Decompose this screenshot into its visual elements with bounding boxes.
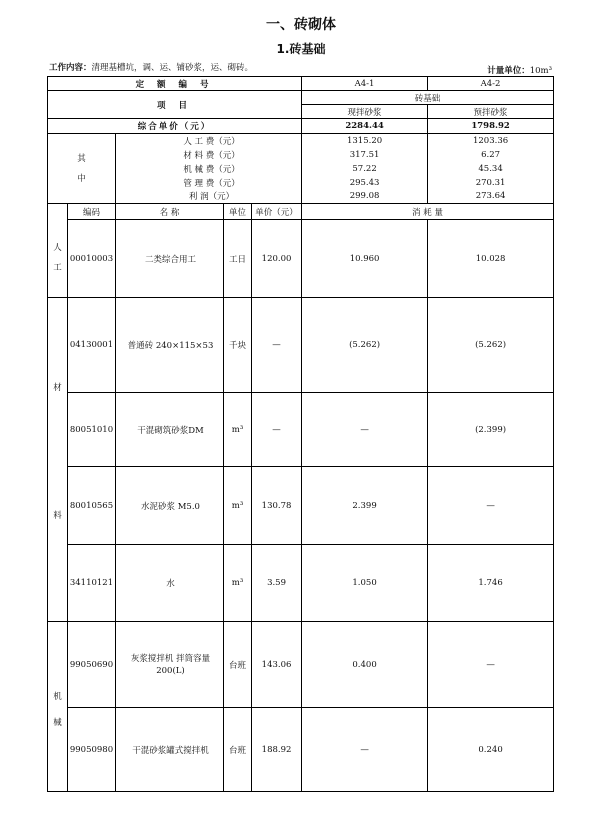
row-unit: m³ — [224, 467, 252, 545]
table-row — [48, 220, 554, 298]
row-name: 水 — [116, 545, 224, 622]
code-label: 定 额 编 号 — [48, 77, 302, 91]
row-name: 干混砌筑砂浆DM — [116, 393, 224, 467]
column-price: 单价（元） — [252, 204, 302, 220]
row-price: 130.78 — [252, 467, 302, 545]
row-qty-b: 1.746 — [428, 545, 554, 622]
row-code: 80051010 — [68, 393, 116, 467]
fee-machine-b: 45.34 — [428, 162, 554, 176]
code-a4-2: A4-2 — [428, 77, 554, 91]
row-qty-b: (5.262) — [428, 298, 554, 393]
work-content — [49, 61, 253, 73]
quota-table — [47, 76, 554, 792]
measure-unit — [487, 64, 552, 76]
fee-management-b: 270.31 — [428, 176, 554, 190]
row-name: 灰浆搅拌机 拌筒容量200(L) — [116, 622, 224, 708]
row-price: 120.00 — [252, 220, 302, 298]
column-unit: 单位 — [224, 204, 252, 220]
column-code: 编码 — [68, 204, 116, 220]
section-machine-char1: 机 — [48, 622, 68, 708]
row-unit: 工日 — [224, 220, 252, 298]
row-code: 34110121 — [68, 545, 116, 622]
breakdown-row — [48, 148, 554, 162]
variant-a: 现拌砂浆 — [302, 105, 428, 119]
fee-material-a: 317.51 — [302, 148, 428, 162]
item-label: 项 目 — [48, 91, 302, 119]
table-row — [48, 708, 554, 792]
section-machine-char2: 械 — [48, 708, 68, 792]
row-code: 00010003 — [68, 220, 116, 298]
section-material-char2: 料 — [48, 467, 68, 545]
section-material-spacer — [48, 393, 68, 467]
row-code: 99050690 — [68, 622, 116, 708]
section-material-end — [48, 545, 68, 622]
row-name: 二类综合用工 — [116, 220, 224, 298]
section-labor: 人 工 — [48, 220, 68, 298]
price-a: 2284.44 — [302, 119, 428, 134]
fee-label-material: 材 料 费（元） — [116, 148, 302, 162]
row-qty-a: 2.399 — [302, 467, 428, 545]
section-subtitle: 1.砖基础 — [276, 42, 326, 56]
column-consumption: 消 耗 量 — [302, 204, 554, 220]
fee-labor-b: 1203.36 — [428, 134, 554, 148]
row-qty-a: (5.262) — [302, 298, 428, 393]
row-qty-a: — — [302, 393, 428, 467]
table-row — [48, 545, 554, 622]
row-unit: m³ — [224, 545, 252, 622]
row-qty-a: 1.050 — [302, 545, 428, 622]
row-qty-a: 0.400 — [302, 622, 428, 708]
row-qty-b: 0.240 — [428, 708, 554, 792]
row-qty-a: — — [302, 708, 428, 792]
fee-label-labor: 人 工 费（元） — [116, 134, 302, 148]
price-label: 综合单价（元） — [48, 119, 302, 134]
table-row — [48, 467, 554, 545]
variant-b: 预拌砂浆 — [428, 105, 554, 119]
measure-unit-label: 计量单位： — [487, 66, 530, 76]
fee-labor-a: 1315.20 — [302, 134, 428, 148]
row-price: 188.92 — [252, 708, 302, 792]
row-price: 143.06 — [252, 622, 302, 708]
row-unit: m³ — [224, 393, 252, 467]
row-qty-b: (2.399) — [428, 393, 554, 467]
section-material-char1: 材 — [48, 298, 68, 393]
code-a4-1: A4-1 — [302, 77, 428, 91]
fee-management-a: 295.43 — [302, 176, 428, 190]
work-content-label: 工作内容： — [49, 63, 92, 73]
column-header-row — [48, 204, 554, 220]
fee-profit-a: 299.08 — [302, 190, 428, 204]
fee-machine-a: 57.22 — [302, 162, 428, 176]
row-qty-b: 10.028 — [428, 220, 554, 298]
row-unit: 台班 — [224, 708, 252, 792]
row-code: 99050980 — [68, 708, 116, 792]
row-price: 3.59 — [252, 545, 302, 622]
measure-unit-value: 10m³ — [529, 66, 552, 76]
breakdown-row — [48, 162, 554, 176]
row-qty-b: — — [428, 622, 554, 708]
fee-label-management: 管 理 费（元） — [116, 176, 302, 190]
row-price: — — [252, 393, 302, 467]
breakdown-row — [48, 176, 554, 190]
row-name: 干混砂浆罐式搅拌机 — [116, 708, 224, 792]
table-row — [48, 298, 554, 393]
fee-label-machine: 机 械 费（元） — [116, 162, 302, 176]
price-b: 1798.92 — [428, 119, 554, 134]
row-qty-a: 10.960 — [302, 220, 428, 298]
breakdown-row — [48, 190, 554, 204]
row-unit: 台班 — [224, 622, 252, 708]
fee-profit-b: 273.64 — [428, 190, 554, 204]
page-title: 一、砖砌体 — [266, 17, 336, 33]
row-qty-b: — — [428, 467, 554, 545]
row-code: 80010565 — [68, 467, 116, 545]
row-name: 水泥砂浆 M5.0 — [116, 467, 224, 545]
column-name: 名 称 — [116, 204, 224, 220]
fee-label-profit: 利 润（元） — [116, 190, 302, 204]
fee-material-b: 6.27 — [428, 148, 554, 162]
code-row — [48, 77, 554, 91]
price-row — [48, 119, 554, 134]
row-price: — — [252, 298, 302, 393]
row-code: 04130001 — [68, 298, 116, 393]
table-row — [48, 622, 554, 708]
row-name: 普通砖 240×115×53 — [116, 298, 224, 393]
work-content-text: 清理基槽坑，调、运、铺砂浆，运、砌砖。 — [91, 63, 254, 73]
column-section — [48, 204, 68, 220]
breakdown-row — [48, 134, 554, 148]
row-unit: 千块 — [224, 298, 252, 393]
group-row — [48, 91, 554, 105]
breakdown-label: 其 中 — [48, 134, 116, 204]
group-label: 砖基础 — [302, 91, 554, 105]
table-row — [48, 393, 554, 467]
